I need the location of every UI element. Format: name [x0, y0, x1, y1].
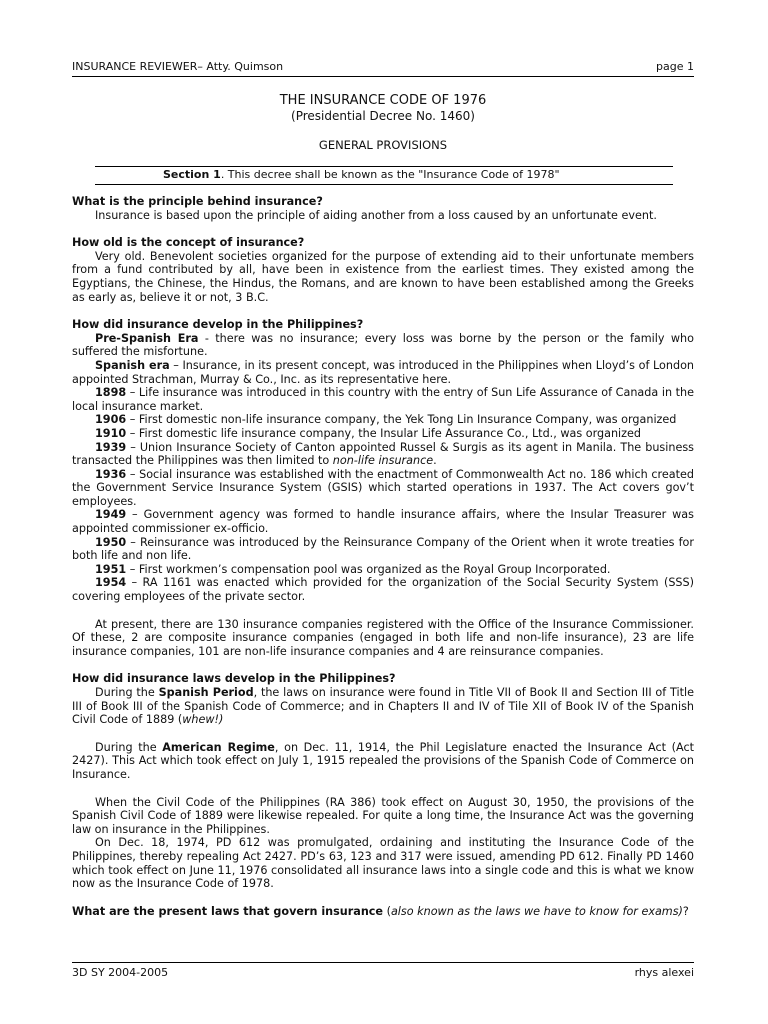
answer-principle: Insurance is based upon the principle of aiding another from a loss caused by an unfortunate event. — [95, 208, 657, 222]
timeline-item — [72, 427, 694, 441]
timeline-item — [72, 413, 694, 427]
text-run: During the — [95, 740, 163, 754]
timeline-item — [72, 563, 694, 577]
text-run: , the laws on insurance were found in Title VII of Book II and Section III of Title III of Book III of the Spanish Code of Commerce; and in Chapters II and IV of Tile XII of Book IV of the Spanish Civil Code of 1889 ( — [72, 686, 694, 727]
timeline-text: – First domestic life insurance company, the Insular Life Assurance Co., Ltd., was organized — [126, 426, 641, 440]
timeline-label: Spanish era — [95, 358, 170, 372]
civil-code-paragraph: When the Civil Code of the Philippines (RA 386) took effect on August 30, 1950, the provisions of the Spanish Civil Code of 1889 were likewise repealed. For quite a long time, the Insurance Act was the governing law on insurance in the Philippines. — [72, 795, 694, 836]
timeline-text: – Reinsurance was introduced by the Reinsurance Company of the Orient when it wrote treaties for both life and non life. — [72, 535, 694, 563]
italic-run: also known as the laws we have to know for exams) — [390, 904, 683, 918]
question-age: How old is the concept of insurance? — [72, 236, 305, 250]
document-subtitle: (Presidential Decree No. 1460) — [291, 109, 475, 123]
document-title: THE INSURANCE CODE OF 1976 — [279, 93, 487, 108]
timeline-label: 1954 — [95, 576, 127, 590]
bold-run: What are the present laws that govern insurance — [72, 904, 384, 918]
timeline-label: 1910 — [95, 426, 127, 440]
timeline-item — [72, 386, 694, 413]
timeline-label: 1951 — [95, 562, 127, 576]
timeline-label: 1906 — [95, 413, 127, 427]
section-1-body: . This decree shall be known as the "Insurance Code of 1978" — [220, 168, 560, 181]
timeline-label: 1898 — [95, 386, 127, 400]
timeline-text: – First workmen’s compensation pool was organized as the Royal Group Incorporated. — [126, 562, 611, 576]
question-present-laws — [72, 905, 694, 919]
timeline-item — [72, 468, 694, 509]
timeline-item — [72, 508, 694, 535]
question-laws: How did insurance laws develop in the Philippines? — [72, 672, 396, 686]
timeline-text: – Life insurance was introduced in this country with the entry of Sun Life Assurance of Canada in the local insurance market. — [72, 386, 694, 413]
timeline-text: – Government agency was formed to handle insurance affairs, where the Insular Treasurer was appointed commissioner ex-officio. — [72, 508, 694, 536]
timeline-text-end: . — [433, 454, 437, 468]
timeline-label: 1949 — [95, 508, 127, 522]
timeline-label: 1936 — [95, 467, 127, 481]
timeline-label: 1939 — [95, 440, 127, 454]
bold-run: Spanish Period — [158, 686, 254, 699]
timeline-text: – Insurance, in its present concept, was introduced in the Philippines when Lloyd’s of London appointed Strachman, Murray & Co., Inc. as its representative here. — [72, 358, 694, 386]
question-development: How did insurance develop in the Philippines? — [72, 318, 364, 332]
timeline-item — [72, 332, 694, 359]
timeline-label: Pre-Spanish Era — [95, 331, 199, 345]
timeline-text: – First domestic non-life insurance company, the Yek Tong Lin Insurance Company, was organized — [126, 413, 677, 427]
timeline-label: 1950 — [95, 535, 127, 549]
text-run: ( — [383, 904, 391, 918]
text-run: ? — [682, 904, 689, 918]
timeline-text: – Social insurance was established with the enactment of Commonwealth Act no. 186 which created the Government Service Insurance System (GSIS) which started operations in 1937. The Act covers gov’t employees. — [72, 467, 694, 508]
page-header — [72, 60, 694, 77]
page-number: page 1 — [656, 60, 694, 73]
text-run: During the — [95, 686, 159, 699]
timeline-text: – Union Insurance Society of Canton appointed Russel & Surgis as its agent in Manila. The business transacted the Philippines was then limited to — [72, 440, 694, 468]
question-principle: What is the principle behind insurance? — [72, 195, 323, 208]
answer-age: Very old. Benevolent societies organized for the purpose of extending aid to their unfortunate members from a fund contributed by all, have been in existence from the earliest times. They existed among the Egyptians, the Chinese, the Hindus, the Romans, and are known to have been established among the Greeks as early as, believe it or not, 3 B.C. — [72, 249, 694, 304]
document-body — [72, 195, 694, 918]
italic-run: whew!) — [182, 713, 224, 727]
footer-right: rhys alexei — [634, 966, 694, 979]
section-1-box — [95, 166, 673, 185]
timeline-item — [72, 536, 694, 563]
section-1-label: Section 1 — [163, 168, 221, 181]
header-title: INSURANCE REVIEWER– Atty. Quimson — [72, 60, 284, 73]
american-regime-paragraph — [72, 741, 694, 782]
timeline-text: - there was no insurance; every loss was borne by the person or the family who suffered the misfortune. — [72, 331, 694, 359]
section-1-text — [163, 168, 560, 181]
timeline-item — [72, 359, 694, 386]
page-footer — [72, 962, 694, 981]
timeline-item — [72, 576, 694, 603]
timeline-text: – RA 1161 was enacted which provided for the organization of the Social Security System (SSS) covering employees of the private sector. — [72, 576, 694, 604]
text-run: , on Dec. 11, 1914, the Phil Legislature enacted the Insurance Act (Act 2427). This Act which took effect on July 1, 1915 repealed the provisions of the Spanish Code of Commerce on Insurance. — [72, 740, 694, 781]
spanish-period-paragraph — [72, 686, 694, 727]
bold-run: American Regime — [162, 740, 275, 754]
timeline-item — [72, 441, 694, 468]
present-status-paragraph: At present, there are 130 insurance companies registered with the Office of the Insurance Commissioner. Of these, 2 are composite insurance companies (engaged in both life and non-life insurance), 23 are life insurance companies, 101 are non-life insurance companies and 4 are reinsurance companies. — [72, 617, 694, 658]
timeline-italic: non-life insurance — [332, 454, 434, 468]
footer-left: 3D SY 2004-2005 — [72, 966, 169, 979]
pd612-paragraph: On Dec. 18, 1974, PD 612 was promulgated, ordaining and instituting the Insurance Code of the Philippines, thereby repealing Act 2427. PD’s 63, 123 and 317 were issued, amending PD 612. Finally PD 1460 which took effect on June 11, 1976 consolidated all insurance laws into a single code and this is what we know now as the Insurance Code of 1978. — [72, 836, 694, 891]
section-heading: GENERAL PROVISIONS — [318, 138, 448, 152]
